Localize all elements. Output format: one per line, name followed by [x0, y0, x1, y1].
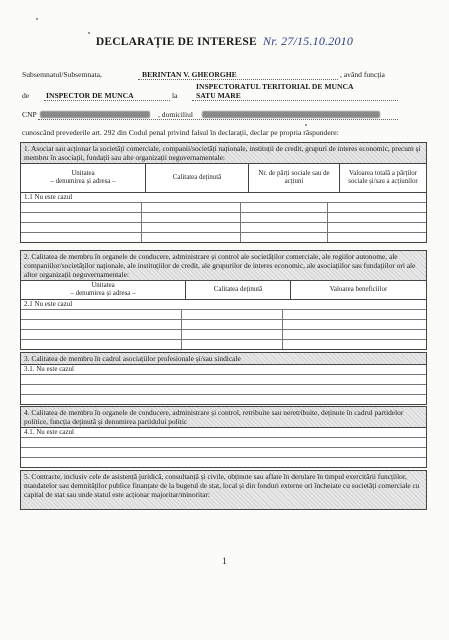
name-underline [138, 79, 338, 80]
table-row [21, 213, 426, 223]
domicile-redacted [202, 111, 380, 118]
table-row [21, 375, 426, 385]
section-5-heading: 5. Contracte, inclusiv cele de asistență juridică, consultanță și civile, obținute sau aflate în derulare în timpul exercitării funcțiilor, mandatelor sau demnităților publice finanțate de la bugetul de stat, local și din fonduri externe ori încheiate cu societăți comerciale cu capital de stat sau unde statul este acționar majoritar/minoritar: [21, 471, 426, 509]
col-quality: Calitatea deținută [146, 164, 249, 192]
table-row [21, 395, 426, 404]
col-unit-label: Unitatea [91, 282, 115, 289]
col-quality: Calitatea deținută [186, 281, 291, 299]
section-2-table [20, 250, 427, 350]
section-5-table [20, 470, 427, 510]
section-2-heading: 2. Calitatea de membru în organele de conducere, administrare și control ale societăților comerciale, ale regiilor autonome, ale companiilor/societăților naționale, ale instituțiilor de credit, ale grupurilor de interes economic, ale asociațiilor sau fundațiilor ori ale altor organizații neguvernamentale: [21, 251, 426, 281]
institution-underline [192, 100, 398, 101]
institution-prefix: la [172, 91, 178, 100]
section-1-heading: 1. Asociat sau acționar la societăți comerciale, companii/societăți naționale, instituții de credit, grupuri de interes economic, precum și membru în asociații, fundații sau alte organizații neguvernamentale: [21, 143, 426, 164]
section-1-table [20, 142, 427, 243]
scan-speck [305, 124, 307, 126]
section-2-row: 2.1 Nu este cazul [21, 300, 426, 310]
legal-statement: cunoscând prevederile art. 292 din Codul penal privind falsul în declarații, declar pe propria răspundere: [22, 128, 339, 137]
section-3-row: 3.1. Nu este cazul [21, 365, 426, 375]
section-1-columns [21, 164, 426, 193]
declarant-name: BERINTAN V. GHEORGHE [142, 70, 237, 79]
section-2-columns [21, 281, 426, 300]
function-label: , având funcția [340, 70, 385, 79]
col-shares: Nr. de părți sociale sau de acțiuni [249, 164, 340, 192]
col-unit [21, 281, 186, 299]
section-4-table [20, 406, 427, 468]
col-benefits: Valoarea beneficiilor [329, 286, 388, 293]
function-prefix: de [22, 91, 30, 100]
function-underline [44, 100, 170, 101]
section-3-heading: 3. Calitatea de membru în cadrul asociațiilor profesionale și/sau sindicale [21, 353, 426, 365]
domicile-label: , domiciliul [158, 110, 194, 119]
handwritten-registration-number: Nr. 27/15.10.2010 [262, 34, 354, 48]
table-row [21, 330, 426, 340]
cnp-underline [38, 119, 398, 120]
col-value: Valoarea totală a părților sociale și/sau a acțiunilor [348, 170, 418, 185]
table-row [21, 233, 426, 242]
cnp-label: CNP [22, 110, 37, 119]
section-4-heading: 4. Calitatea de membru în organele de conducere, administrare și control, retribuite sau neretribuite, deținute în cadrul partidelor politice, funcția deținută și denumirea partidului politic [21, 407, 426, 428]
table-row [21, 340, 426, 349]
table-row [21, 310, 426, 320]
section-4-row: 4.1. Nu este cazul [21, 428, 426, 438]
institution-line-2: SATU MARE [196, 91, 241, 100]
table-row [21, 458, 426, 467]
col-unit [21, 164, 146, 192]
declarant-label: Subsemnatul/Subsemnata, [22, 70, 102, 79]
scan-speck [36, 18, 38, 20]
col-unit-sublabel: – denumirea și adresa – [50, 178, 116, 185]
table-row [21, 223, 426, 233]
table-row [21, 385, 426, 395]
institution-line-1: INSPECTORATUL TERITORIAL DE MUNCA [196, 82, 354, 91]
page-number: 1 [222, 556, 227, 566]
table-row [21, 203, 426, 213]
function-value: INSPECTOR DE MUNCA [46, 91, 134, 100]
cnp-redacted [40, 111, 150, 118]
col-unit-label: Unitatea [71, 170, 95, 177]
section-1-row: 1.1 Nu este cazul [21, 193, 426, 203]
document-title [0, 34, 449, 49]
table-row [21, 320, 426, 330]
title-text: DECLARAȚIE DE INTERESE [95, 36, 257, 48]
table-row [21, 438, 426, 448]
col-unit-sublabel: – denumirea și adresa – [70, 290, 136, 297]
section-3-table [20, 352, 427, 405]
table-row [21, 448, 426, 458]
